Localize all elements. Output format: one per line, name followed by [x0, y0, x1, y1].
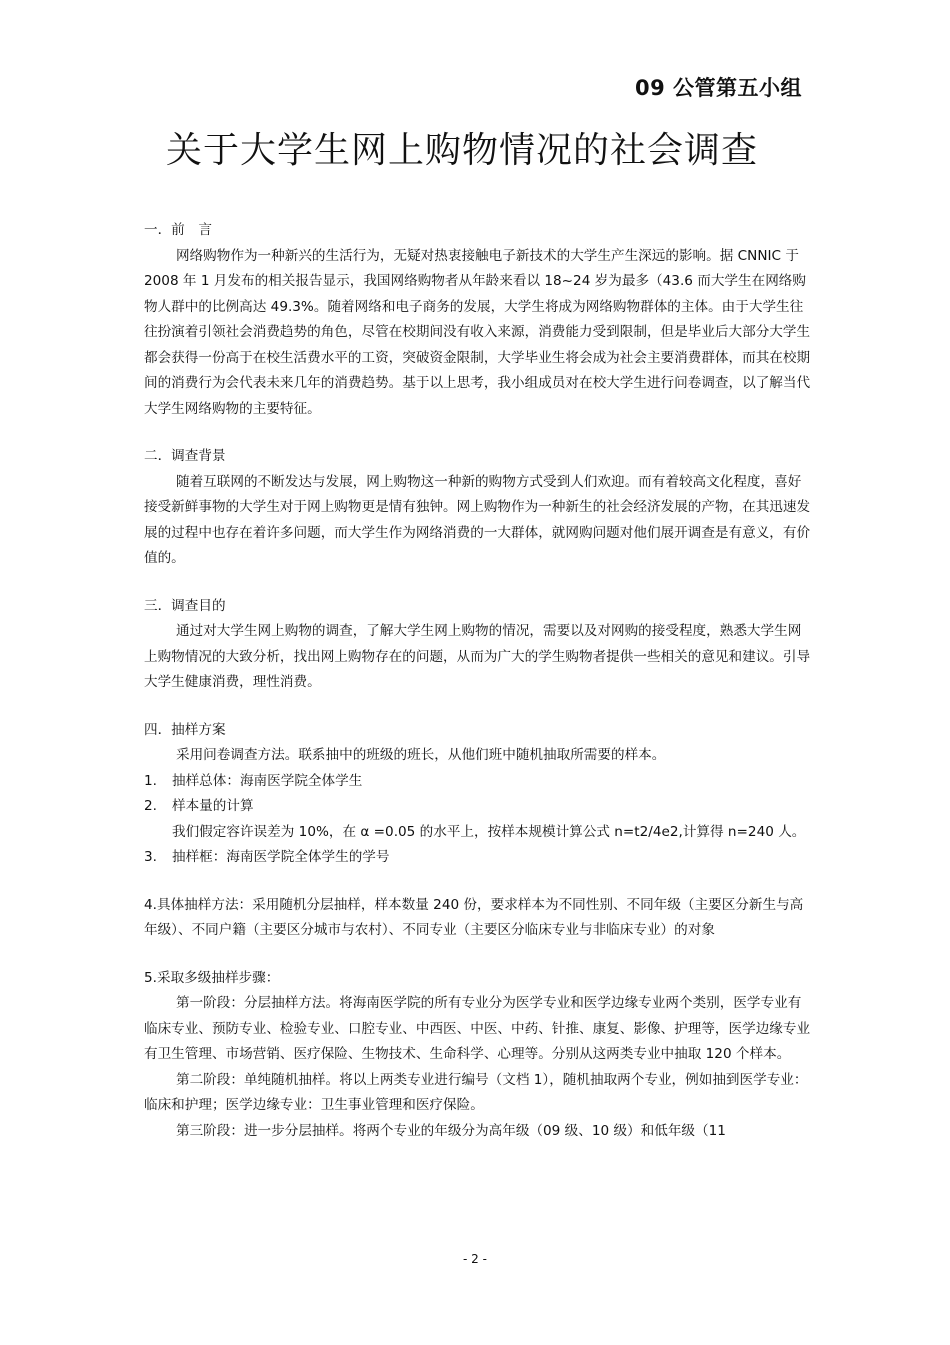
paragraph-sampling: 采用问卷调查方法。联系抽中的班级的班长，从他们班中随机抽取所需要的样本。	[176, 747, 666, 763]
paragraph-stage1: 第一阶段：分层抽样方法。将海南医学院的所有专业分为医学专业和医学边缘专业两个类别，医学专业有临床专业、预防专业、检验专业、口腔专业、中西医、中医、中药、针推、康复、影像、护理等，医学边缘专业有卫生管理、市场营销、医疗保险、生物技术、生命科学、心理等。分别从这两类专业中抽取 120 个样本。	[144, 995, 811, 1062]
paragraph-method: 4.具体抽样方法：采用随机分层抽样，样本数量 240 份，要求样本为不同性别、不同年级（主要区分新生与高年级）、不同户籍（主要区分城市与农村）、不同专业（主要区分临床专业与非临床专业）的对象	[144, 896, 804, 938]
list-item: 3. 抽样框：海南医学院全体学生的学号	[144, 849, 390, 865]
sample-size-calculation: 我们假定容许误差为 10%，在 α =0.05 的水平上，按样本规模计算公式 n=t2/4e2,计算得 n=240 人。	[172, 823, 806, 840]
document-title: 关于大学生网上购物情况的社会调查	[166, 130, 759, 171]
section-heading-background: 二．调查背景	[144, 448, 226, 464]
group-label: 09 公管第五小组	[634, 76, 802, 100]
paragraph-stage3: 第三阶段：进一步分层抽样。将两个专业的年级分为高年级（09 级、10 级）和低年级（11	[176, 1122, 726, 1139]
document-body	[144, 218, 812, 1144]
page-number: - 2 -	[463, 1252, 487, 1266]
paragraph-background: 随着互联网的不断发达与发展，网上购物这一种新的购物方式受到人们欢迎。而有着较高文化程度，喜好接受新鲜事物的大学生对于网上购物更是情有独钟。网上购物作为一种新生的社会经济发展的产物，在其迅速发展的过程中也存在着许多问题，而大学生作为网络消费的一大群体，就网购问题对他们展开调查是有意义，有价值的。	[144, 473, 811, 566]
section-heading-steps: 5.采取多级抽样步骤：	[144, 969, 280, 986]
section-heading-purpose: 三．调查目的	[144, 597, 226, 614]
list-item: 1. 抽样总体：海南医学院全体学生	[144, 772, 363, 789]
paragraph-intro: 网络购物作为一种新兴的生活行为，无疑对热衷接触电子新技术的大学生产生深远的影响。据 CNNIC 于 2008 年 1 月发布的相关报告显示，我国网络购物者从年龄来看以 18~24 岁为最多（43.6 而大学生在网络购物人群中的比例高达 49.3%。随着网络和电子商务的发展，大学生将成为网络购物群体的主体。由于大学生往往扮演着引领社会消费趋势的角色，尽管在校期间没有收入来源，消费能力受到限制，但是毕业后大部分大学生都会获得一份高于在校生活费水平的工资，突破资金限制，大学毕业生将会成为社会主要消费群体，而其在校期间的消费行为会代表未来几年的消费趋势。基于以上思考，我小组成员对在校大学生进行问卷调查，以了解当代大学生网络购物的主要特征。	[144, 247, 811, 417]
section-heading-intro: 一．前 言	[144, 222, 212, 238]
list-item: 2. 样本量的计算	[144, 798, 254, 814]
section-heading-sampling: 四．抽样方案	[144, 721, 226, 738]
paragraph-purpose: 通过对大学生网上购物的调查，了解大学生网上购物的情况，需要以及对网购的接受程度，熟悉大学生网上购物情况的大致分析，找出网上购物存在的问题，从而为广大的学生购物者提供一些相关的意见和建议。引导大学生健康消费，理性消费。	[144, 623, 811, 690]
paragraph-stage2: 第二阶段：单纯随机抽样。将以上两类专业进行编号（文档 1），随机抽取两个专业，例如抽到医学专业：临床和护理；医学边缘专业：卫生事业管理和医疗保险。	[144, 1071, 808, 1113]
